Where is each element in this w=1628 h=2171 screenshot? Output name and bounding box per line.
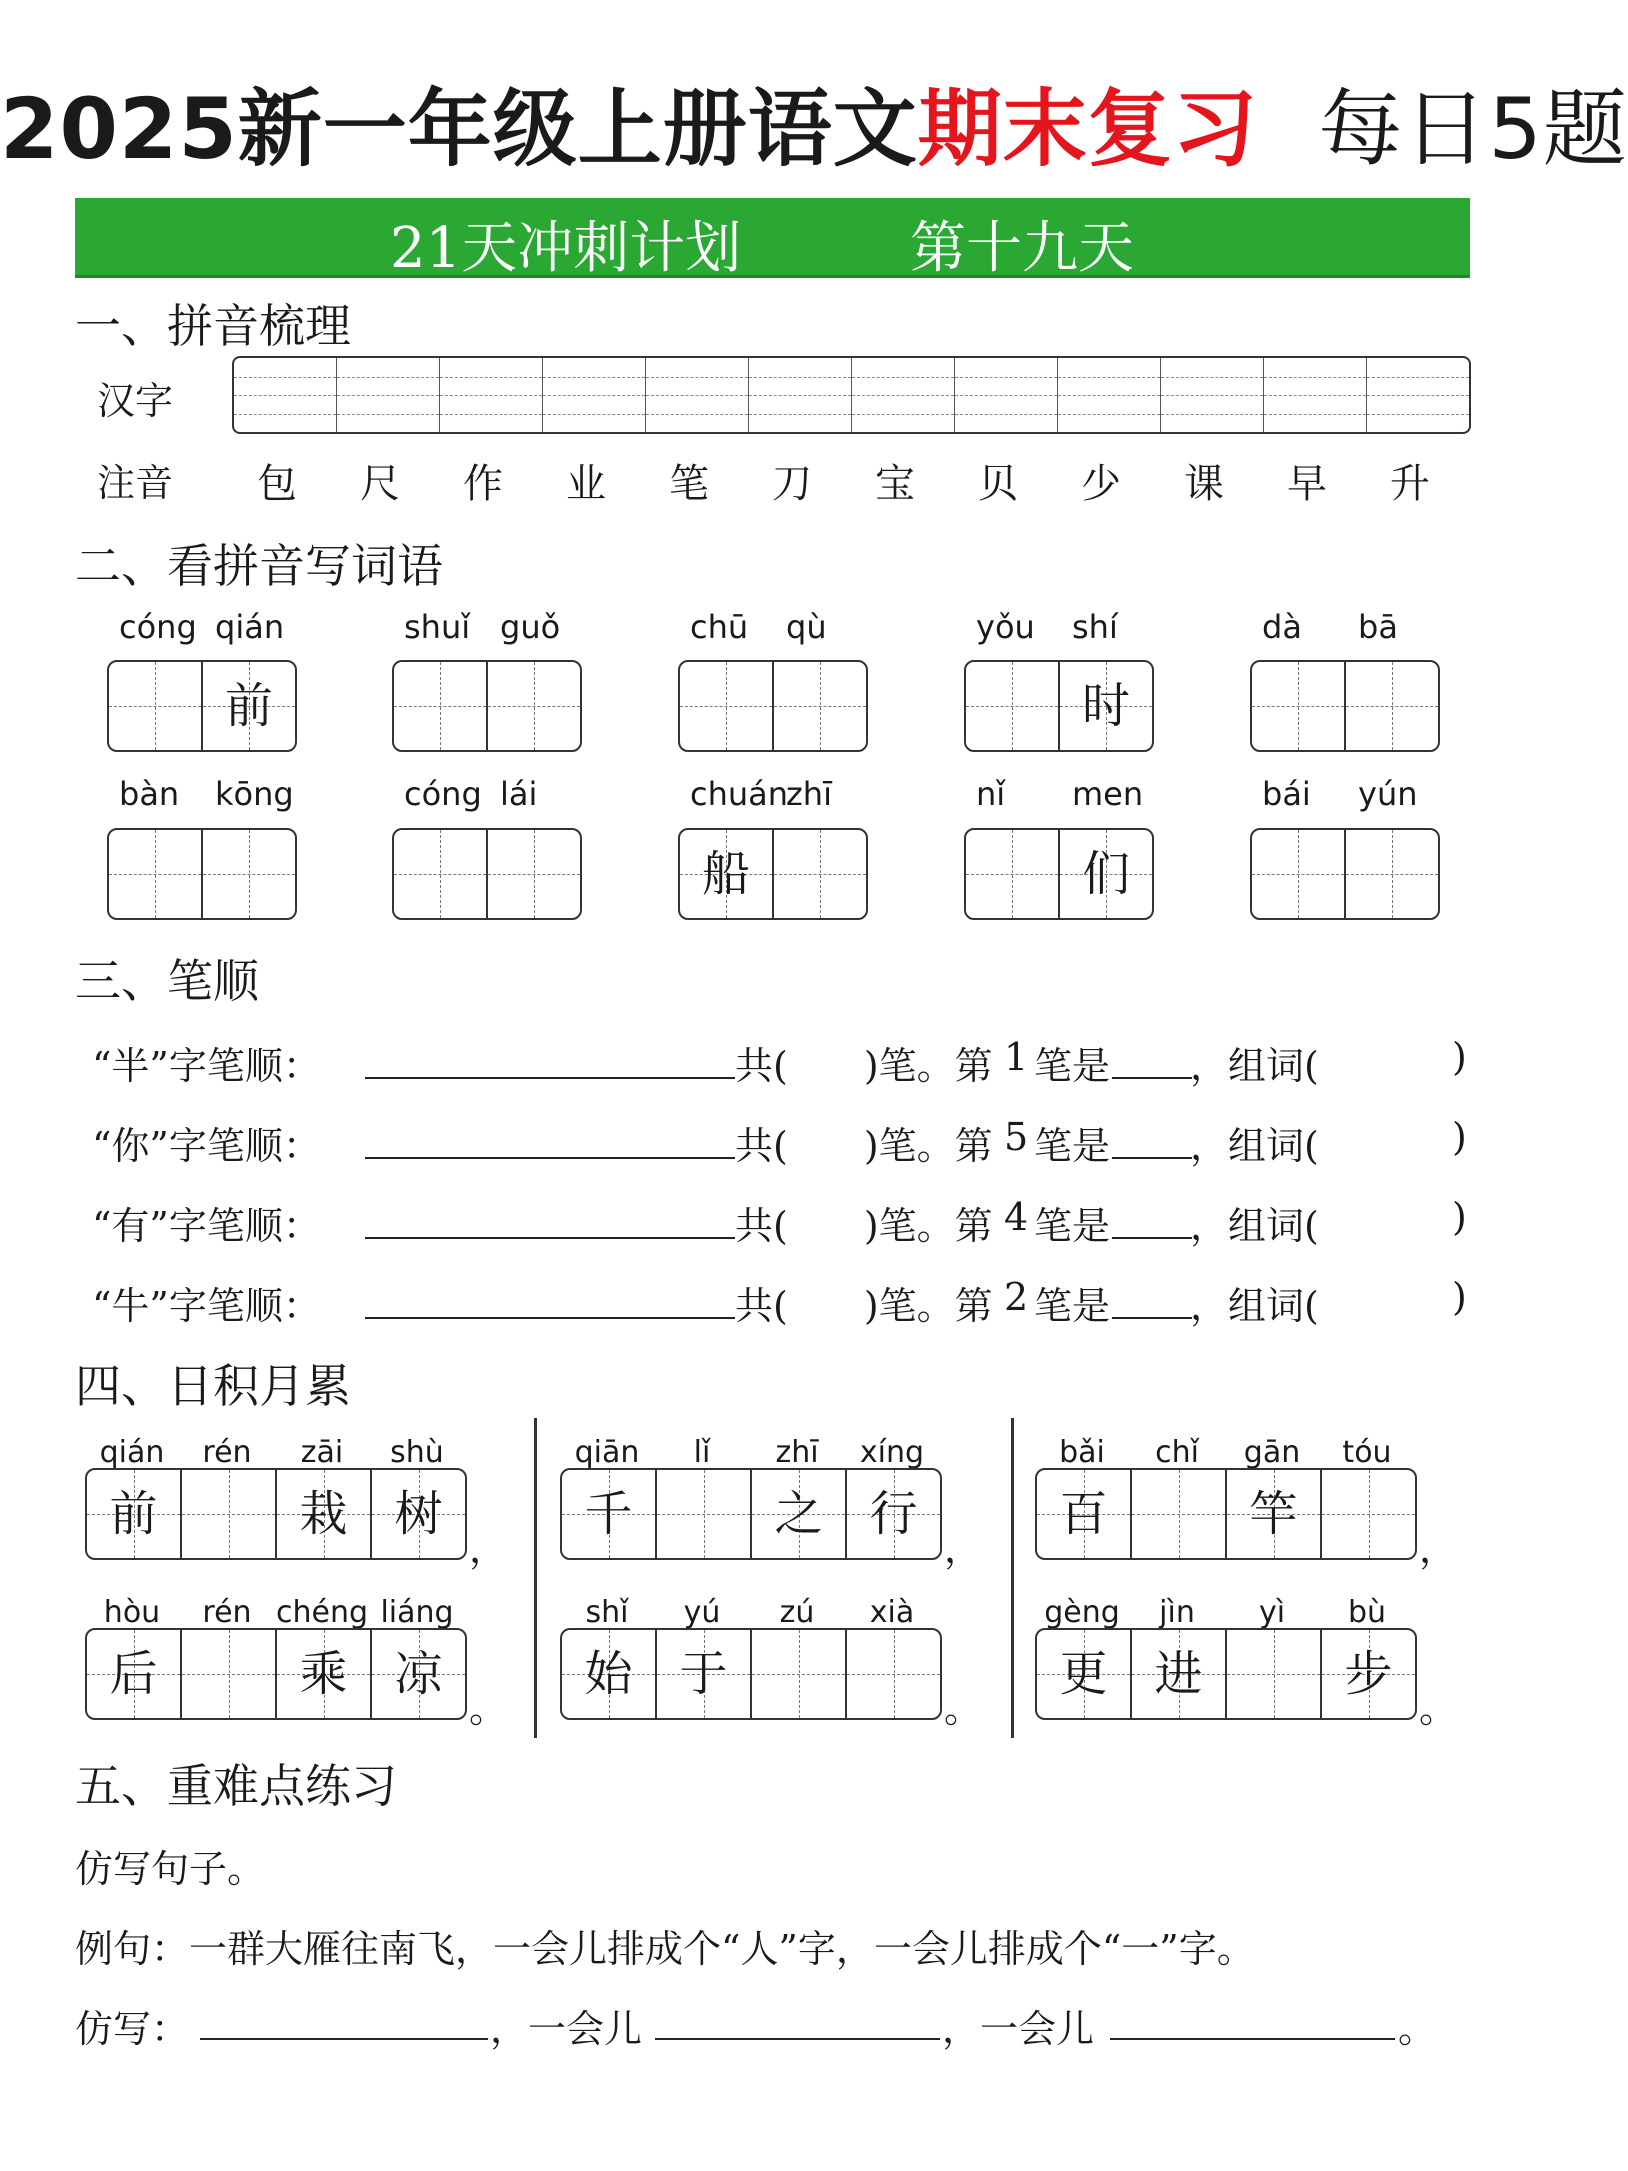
guide-line [1264, 414, 1366, 415]
guide-line [852, 395, 954, 396]
stroke-char-label: “有”字笔顺： [92, 1204, 321, 1248]
guide-line [440, 395, 542, 396]
tianzige-cell[interactable] [1346, 662, 1438, 750]
tianzige-cell[interactable] [562, 1630, 657, 1718]
tianzige-cell[interactable] [657, 1630, 752, 1718]
tianzige-cell[interactable] [182, 1630, 277, 1718]
tianzige-cell[interactable] [966, 662, 1060, 750]
pinyin: xíng [859, 1435, 925, 1470]
word-box[interactable] [678, 828, 868, 920]
given-char: 百 [1059, 1486, 1108, 1542]
stroke-which-text: 笔是 [1034, 1044, 1111, 1088]
pinyin: yún [1358, 775, 1418, 813]
given-char [774, 830, 866, 918]
tianzige-cell[interactable] [87, 1630, 182, 1718]
idiom-box[interactable] [1035, 1628, 1417, 1720]
given-char: 之 [774, 1486, 823, 1542]
given-char [680, 662, 772, 750]
pinyin: chū [690, 608, 749, 646]
tianzige-cell[interactable] [966, 830, 1060, 918]
title-highlight: 期末复习 [917, 80, 1258, 178]
guide-line [1161, 395, 1263, 396]
word-prompt: ，组词( [1190, 1124, 1319, 1168]
given-char: 树 [394, 1486, 443, 1542]
zhuyin-char: 早 [1287, 461, 1327, 507]
given-char: 凉 [394, 1646, 443, 1702]
guide-line [337, 377, 439, 378]
guide-line [234, 395, 336, 396]
pinyin: dà [1262, 608, 1302, 646]
hanzi-cell[interactable] [440, 358, 543, 432]
guide-line [955, 395, 1057, 396]
pinyin: chuán [690, 775, 789, 813]
word-box[interactable] [392, 828, 582, 920]
given-char: 竿 [1249, 1486, 1298, 1542]
pinyin: zú [779, 1595, 815, 1630]
tianzige-cell[interactable] [847, 1470, 940, 1558]
pinyin: qián [99, 1435, 165, 1470]
pinyin: xià [869, 1595, 915, 1630]
guide-line [646, 395, 748, 396]
pinyin: bù [1347, 1595, 1387, 1630]
punctuation: 。 [944, 1687, 983, 1731]
imitate-blank-2[interactable] [655, 2038, 940, 2040]
word-close: ) [1452, 1275, 1467, 1319]
stroke-blank[interactable] [1112, 1317, 1192, 1319]
word-box[interactable] [964, 660, 1154, 752]
divider-1 [534, 1418, 537, 1738]
tianzige-cell[interactable] [109, 662, 203, 750]
imitate-mid2: ，一会儿 [942, 2007, 1095, 2051]
pinyin: gèng [1044, 1595, 1120, 1630]
tianzige-cell[interactable] [1037, 1630, 1132, 1718]
pinyin: yǒu [976, 608, 1035, 646]
stroke-char-label: “半”字笔顺： [92, 1044, 321, 1088]
zhuyin-char: 尺 [360, 461, 400, 507]
guide-line [337, 414, 439, 415]
tianzige-cell[interactable] [1227, 1630, 1322, 1718]
stroke-order-blank[interactable] [365, 1077, 735, 1079]
stroke-char-label: “牛”字笔顺： [92, 1284, 321, 1328]
imitate-blank-3[interactable] [1110, 2038, 1395, 2040]
zhuyin-label: 注音 [97, 461, 174, 505]
pinyin: cóng [119, 608, 197, 646]
word-box[interactable] [964, 828, 1154, 920]
guide-line [234, 377, 336, 378]
guide-line [955, 414, 1057, 415]
tianzige-cell[interactable] [1346, 830, 1438, 918]
pinyin: zāi [300, 1435, 344, 1470]
tianzige-cell[interactable] [1060, 662, 1152, 750]
stroke-count-text: 共( )笔。第 [735, 1124, 993, 1168]
tianzige-cell[interactable] [203, 662, 295, 750]
given-char [109, 830, 201, 918]
given-char: 始 [584, 1646, 633, 1702]
tianzige-cell[interactable] [394, 662, 488, 750]
idiom-box[interactable] [560, 1468, 942, 1560]
given-char: 步 [1344, 1646, 1393, 1702]
pinyin: qián [215, 608, 285, 646]
pinyin: qiān [574, 1435, 640, 1470]
pinyin: shí [1072, 608, 1118, 646]
green-banner [75, 198, 1470, 281]
pinyin: gān [1243, 1435, 1301, 1470]
tianzige-cell[interactable] [680, 662, 774, 750]
tianzige-cell[interactable] [847, 1630, 940, 1718]
tianzige-cell[interactable] [1037, 1470, 1132, 1558]
idiom-box[interactable] [85, 1628, 467, 1720]
pinyin: chǐ [1155, 1435, 1199, 1470]
pinyin: zhī [786, 775, 832, 813]
pinyin: tóu [1342, 1435, 1392, 1470]
banner-plan: 21天冲刺计划 [390, 216, 742, 281]
hanzi-cell[interactable] [543, 358, 646, 432]
tianzige-cell[interactable] [394, 830, 488, 918]
title-part1: 2025新一年级上册语文 [0, 80, 918, 178]
guide-line [1058, 414, 1160, 415]
tianzige-cell[interactable] [488, 830, 580, 918]
guide-line [1264, 395, 1366, 396]
stroke-which-text: 笔是 [1034, 1284, 1111, 1328]
tianzige-cell[interactable] [774, 662, 866, 750]
given-char: 时 [1081, 678, 1130, 734]
punctuation: ， [1419, 1527, 1458, 1571]
stroke-count-text: 共( )笔。第 [735, 1284, 993, 1328]
tianzige-cell[interactable] [372, 1630, 465, 1718]
stroke-number: 4 [1004, 1195, 1029, 1239]
zhuyin-char: 包 [257, 461, 297, 507]
given-char [1252, 830, 1344, 918]
given-char: 千 [584, 1486, 633, 1542]
hanzi-cell[interactable] [1161, 358, 1264, 432]
stroke-which-text: 笔是 [1034, 1124, 1111, 1168]
guide-line [749, 414, 851, 415]
pinyin: shǐ [585, 1595, 629, 1630]
given-char [657, 1470, 750, 1558]
zhuyin-char: 宝 [875, 461, 915, 507]
pinyin: yì [1258, 1595, 1286, 1630]
guide-line [234, 414, 336, 415]
given-char [752, 1630, 845, 1718]
stroke-number: 1 [1004, 1035, 1029, 1079]
given-char [488, 662, 580, 750]
section3-heading: 三、笔顺 [75, 954, 259, 1008]
given-char [1322, 1470, 1415, 1558]
given-char [966, 830, 1058, 918]
hanzi-cell[interactable] [646, 358, 749, 432]
zhuyin-char: 少 [1081, 461, 1121, 507]
word-close: ) [1452, 1115, 1467, 1159]
given-char [1132, 1470, 1225, 1558]
guide-line [543, 414, 645, 415]
given-char [1346, 662, 1438, 750]
word-prompt: ，组词( [1190, 1204, 1319, 1248]
pinyin: shù [390, 1435, 444, 1470]
stroke-char-label: “你”字笔顺： [92, 1124, 321, 1168]
word-box[interactable] [107, 828, 297, 920]
tianzige-cell[interactable] [372, 1470, 465, 1558]
punctuation: 。 [469, 1687, 508, 1731]
tianzige-cell[interactable] [1132, 1630, 1227, 1718]
guide-line [646, 377, 748, 378]
given-char: 后 [109, 1646, 158, 1702]
pinyin: zhī [775, 1435, 819, 1470]
imitate-blank-1[interactable] [200, 2038, 488, 2040]
hanzi-cell[interactable] [1058, 358, 1161, 432]
pinyin: qù [786, 608, 827, 646]
zhuyin-char: 课 [1184, 461, 1224, 507]
imitate-label: 仿写： [75, 2007, 190, 2051]
tianzige-cell[interactable] [657, 1470, 752, 1558]
divider-2 [1011, 1418, 1014, 1738]
idiom-box[interactable] [1035, 1468, 1417, 1560]
given-char [488, 830, 580, 918]
punctuation: ， [944, 1527, 983, 1571]
stroke-number: 2 [1004, 1275, 1029, 1319]
imitate-end: 。 [1398, 2007, 1437, 2051]
pinyin: hòu [103, 1595, 161, 1630]
guide-line [1367, 395, 1469, 396]
tianzige-cell[interactable] [1252, 662, 1346, 750]
given-char: 前 [109, 1486, 158, 1542]
stroke-count-text: 共( )笔。第 [735, 1044, 993, 1088]
given-char: 船 [701, 846, 750, 902]
given-char: 更 [1059, 1646, 1108, 1702]
hanzi-cell[interactable] [1367, 358, 1469, 432]
punctuation: 。 [1419, 1687, 1458, 1731]
guide-line [749, 395, 851, 396]
zhuyin-char: 刀 [772, 461, 812, 507]
pinyin: jìn [1159, 1595, 1195, 1630]
zhuyin-char: 升 [1390, 461, 1430, 507]
pinyin: rén [202, 1435, 252, 1470]
section5-heading: 五、重难点练习 [75, 1759, 397, 1813]
word-close: ) [1452, 1035, 1467, 1079]
given-char: 们 [1081, 846, 1130, 902]
tianzige-cell[interactable] [752, 1630, 847, 1718]
tianzige-cell[interactable] [562, 1470, 657, 1558]
tianzige-cell[interactable] [1132, 1470, 1227, 1558]
given-char [1227, 1630, 1320, 1718]
given-char [182, 1630, 275, 1718]
guide-line [337, 395, 439, 396]
tianzige-cell[interactable] [1252, 830, 1346, 918]
zhuyin-char: 笔 [669, 461, 709, 507]
guide-line [852, 414, 954, 415]
tianzige-cell[interactable] [277, 1630, 372, 1718]
stroke-count-text: 共( )笔。第 [735, 1204, 993, 1248]
tianzige-cell[interactable] [87, 1470, 182, 1558]
stroke-order-blank[interactable] [365, 1157, 735, 1159]
guide-line [1161, 377, 1263, 378]
guide-line [1367, 377, 1469, 378]
pinyin: guǒ [500, 608, 561, 646]
hanzi-cell[interactable] [1264, 358, 1367, 432]
example-sentence: 例句：一群大雁往南飞，一会儿排成个“人”字，一会儿排成个“一”字。 [75, 1927, 1255, 1971]
zhuyin-char: 业 [566, 461, 606, 507]
hanzi-cell[interactable] [234, 358, 337, 432]
page-title [0, 62, 1628, 183]
stroke-blank[interactable] [1112, 1237, 1192, 1239]
word-box[interactable] [678, 660, 868, 752]
task-text: 仿写句子。 [75, 1847, 266, 1891]
idiom-box[interactable] [560, 1628, 942, 1720]
guide-line [852, 377, 954, 378]
given-char: 行 [869, 1486, 918, 1542]
pinyin: shuǐ [404, 608, 471, 646]
section1-heading: 一、拼音梳理 [75, 299, 351, 353]
guide-line [1367, 414, 1469, 415]
guide-line [543, 377, 645, 378]
given-char [182, 1470, 275, 1558]
stroke-blank[interactable] [1112, 1157, 1192, 1159]
pinyin: cóng [404, 775, 482, 813]
pinyin: rén [202, 1595, 252, 1630]
stroke-which-text: 笔是 [1034, 1204, 1111, 1248]
word-prompt: ，组词( [1190, 1044, 1319, 1088]
pinyin: liáng [380, 1595, 454, 1630]
punctuation: ， [469, 1527, 508, 1571]
pinyin: men [1072, 775, 1144, 813]
guide-line [440, 414, 542, 415]
guide-line [1058, 377, 1160, 378]
tianzige-cell[interactable] [774, 830, 866, 918]
given-char: 进 [1154, 1646, 1203, 1702]
idiom-box[interactable] [85, 1468, 467, 1560]
tianzige-cell[interactable] [277, 1470, 372, 1558]
word-box[interactable] [1250, 660, 1440, 752]
banner-day: 第十九天 [910, 216, 1134, 281]
zhuyin-char: 作 [463, 461, 503, 507]
guide-line [543, 395, 645, 396]
tianzige-cell[interactable] [1322, 1630, 1415, 1718]
pinyin: lǐ [693, 1435, 711, 1470]
guide-line [646, 414, 748, 415]
given-char: 于 [679, 1646, 728, 1702]
given-char [847, 1630, 940, 1718]
pinyin: bǎi [1059, 1435, 1105, 1470]
hanzi-label: 汉字 [97, 379, 174, 423]
pinyin: kōng [215, 775, 294, 813]
given-char: 乘 [299, 1646, 348, 1702]
guide-line [440, 377, 542, 378]
stroke-order-blank[interactable] [365, 1237, 735, 1239]
word-close: ) [1452, 1195, 1467, 1239]
hanzi-cell[interactable] [337, 358, 440, 432]
given-char [394, 830, 486, 918]
given-char [109, 662, 201, 750]
tianzige-cell[interactable] [680, 830, 774, 918]
guide-line [1264, 377, 1366, 378]
pinyin: yú [683, 1595, 721, 1630]
given-char [966, 662, 1058, 750]
pinyin: chéng [275, 1595, 369, 1630]
tianzige-cell[interactable] [203, 830, 295, 918]
hanzi-cell[interactable] [955, 358, 1058, 432]
given-char [394, 662, 486, 750]
guide-line [1058, 395, 1160, 396]
stroke-number: 5 [1004, 1115, 1029, 1159]
hanzi-writing-row [232, 356, 1471, 434]
guide-line [749, 377, 851, 378]
word-prompt: ，组词( [1190, 1284, 1319, 1328]
hanzi-cell[interactable] [852, 358, 955, 432]
title-part3: 每日5题 [1318, 80, 1628, 178]
section4-heading: 四、日积月累 [75, 1359, 351, 1413]
pinyin: bā [1358, 608, 1398, 646]
tianzige-cell[interactable] [182, 1470, 277, 1558]
stroke-blank[interactable] [1112, 1077, 1192, 1079]
pinyin: nǐ [976, 775, 1006, 813]
imitate-mid1: ，一会儿 [490, 2007, 643, 2051]
given-char: 前 [224, 678, 273, 734]
given-char [1346, 830, 1438, 918]
stroke-order-blank[interactable] [365, 1317, 735, 1319]
section2-heading: 二、看拼音写词语 [75, 539, 443, 593]
tianzige-cell[interactable] [1060, 830, 1152, 918]
tianzige-cell[interactable] [109, 830, 203, 918]
pinyin: lái [500, 775, 538, 813]
word-box[interactable] [107, 660, 297, 752]
word-box[interactable] [1250, 828, 1440, 920]
guide-line [955, 377, 1057, 378]
word-box[interactable] [392, 660, 582, 752]
zhuyin-char: 贝 [978, 461, 1018, 507]
given-char: 栽 [299, 1486, 348, 1542]
pinyin: bái [1262, 775, 1311, 813]
guide-line [1161, 414, 1263, 415]
given-char [774, 662, 866, 750]
tianzige-cell[interactable] [488, 662, 580, 750]
tianzige-cell[interactable] [1227, 1470, 1322, 1558]
pinyin: bàn [119, 775, 180, 813]
given-char [203, 830, 295, 918]
hanzi-cell[interactable] [749, 358, 852, 432]
tianzige-cell[interactable] [1322, 1470, 1415, 1558]
tianzige-cell[interactable] [752, 1470, 847, 1558]
given-char [1252, 662, 1344, 750]
